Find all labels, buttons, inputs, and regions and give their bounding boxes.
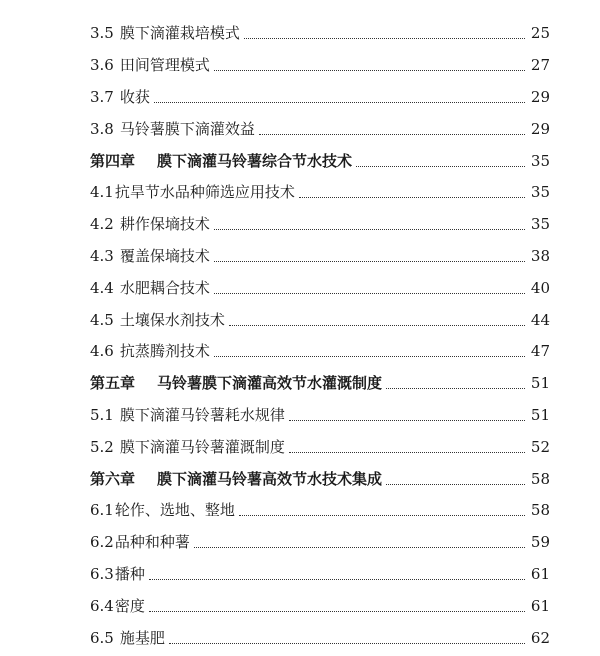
table-of-contents xyxy=(90,18,550,654)
entry-number: 5.2 xyxy=(90,437,114,456)
toc-chapter-6[interactable] xyxy=(90,463,550,495)
dot-leader xyxy=(239,515,525,516)
dot-leader xyxy=(214,293,525,294)
dot-leader xyxy=(214,356,525,357)
entry-page: 29 xyxy=(530,87,550,106)
entry-number: 4.4 xyxy=(90,278,114,297)
entry-title: 膜下滴灌栽培模式 xyxy=(119,24,240,43)
chapter-number: 第四章 xyxy=(90,151,136,170)
dot-leader xyxy=(214,70,525,71)
toc-entry-3-8[interactable] xyxy=(90,113,550,145)
entry-page: 62 xyxy=(530,628,550,647)
toc-entry-4-6[interactable] xyxy=(90,336,550,368)
entry-page: 40 xyxy=(530,278,550,297)
toc-entry-4-5[interactable] xyxy=(90,304,550,336)
entry-title: 施基肥 xyxy=(119,628,165,647)
toc-entry-5-2[interactable] xyxy=(90,431,550,463)
toc-entry-4-4[interactable] xyxy=(90,272,550,304)
entry-title: 播种 xyxy=(114,564,145,583)
entry-title: 抗旱节水品种筛选应用技术 xyxy=(114,183,295,202)
chapter-title: 马铃薯膜下滴灌高效节水灌溉制度 xyxy=(157,374,383,393)
toc-entry-4-2[interactable] xyxy=(90,209,550,241)
dot-leader xyxy=(149,579,525,580)
chapter-title: 膜下滴灌马铃薯综合节水技术 xyxy=(157,151,353,170)
entry-number: 6.2 xyxy=(90,533,114,552)
entry-page: 38 xyxy=(530,246,550,265)
entry-title: 品种和种薯 xyxy=(114,533,190,552)
entry-number: 6.3 xyxy=(90,564,114,583)
chapter-title: 膜下滴灌马铃薯高效节水技术集成 xyxy=(157,469,383,488)
entry-title: 土壤保水剂技术 xyxy=(119,310,225,329)
toc-entry-6-1[interactable] xyxy=(90,495,550,527)
entry-page: 59 xyxy=(530,533,550,552)
dot-leader xyxy=(259,134,525,135)
entry-title: 覆盖保墒技术 xyxy=(119,246,210,265)
entry-number: 4.6 xyxy=(90,342,114,361)
entry-title: 密度 xyxy=(114,596,145,615)
entry-number: 6.1 xyxy=(90,501,114,520)
dot-leader xyxy=(386,388,525,389)
entry-page: 52 xyxy=(530,437,550,456)
entry-title: 膜下滴灌马铃薯灌溉制度 xyxy=(119,437,285,456)
toc-entry-3-5[interactable] xyxy=(90,18,550,50)
dot-leader xyxy=(356,166,525,167)
toc-entry-4-1[interactable] xyxy=(90,177,550,209)
entry-number: 3.6 xyxy=(90,56,114,75)
toc-chapter-5[interactable] xyxy=(90,368,550,400)
entry-page: 61 xyxy=(530,596,550,615)
toc-entry-5-1[interactable] xyxy=(90,400,550,432)
dot-leader xyxy=(289,452,525,453)
chapter-page: 35 xyxy=(530,151,550,170)
dot-leader xyxy=(149,611,525,612)
entry-number: 3.8 xyxy=(90,119,114,138)
toc-chapter-4[interactable] xyxy=(90,145,550,177)
dot-leader xyxy=(289,420,525,421)
dot-leader xyxy=(229,325,525,326)
entry-page: 58 xyxy=(530,501,550,520)
dot-leader xyxy=(169,643,525,644)
entry-page: 27 xyxy=(530,56,550,75)
entry-page: 47 xyxy=(530,342,550,361)
entry-page: 25 xyxy=(530,24,550,43)
entry-page: 61 xyxy=(530,564,550,583)
entry-number: 5.1 xyxy=(90,405,114,424)
toc-entry-6-5[interactable] xyxy=(90,622,550,654)
entry-title: 收获 xyxy=(119,87,150,106)
toc-entry-6-3[interactable] xyxy=(90,559,550,591)
entry-number: 6.5 xyxy=(90,628,114,647)
entry-page: 35 xyxy=(530,215,550,234)
entry-title: 田间管理模式 xyxy=(119,56,210,75)
entry-number: 4.2 xyxy=(90,215,114,234)
toc-entry-3-6[interactable] xyxy=(90,50,550,82)
dot-leader xyxy=(154,102,525,103)
entry-title: 抗蒸腾剂技术 xyxy=(119,342,210,361)
chapter-number: 第六章 xyxy=(90,469,136,488)
chapter-number: 第五章 xyxy=(90,374,136,393)
entry-number: 4.1 xyxy=(90,183,114,202)
dot-leader xyxy=(194,547,525,548)
entry-page: 35 xyxy=(530,183,550,202)
entry-title: 膜下滴灌马铃薯耗水规律 xyxy=(119,405,285,424)
dot-leader xyxy=(214,229,525,230)
entry-title: 马铃薯膜下滴灌效益 xyxy=(119,119,255,138)
toc-entry-6-2[interactable] xyxy=(90,527,550,559)
entry-page: 44 xyxy=(530,310,550,329)
toc-entry-4-3[interactable] xyxy=(90,241,550,273)
dot-leader xyxy=(214,261,525,262)
entry-title: 轮作、选地、整地 xyxy=(114,501,235,520)
entry-number: 6.4 xyxy=(90,596,114,615)
dot-leader xyxy=(244,38,525,39)
dot-leader xyxy=(386,484,525,485)
entry-page: 51 xyxy=(530,405,550,424)
entry-title: 水肥耦合技术 xyxy=(119,278,210,297)
dot-leader xyxy=(299,197,525,198)
entry-number: 3.5 xyxy=(90,24,114,43)
entry-number: 3.7 xyxy=(90,87,114,106)
toc-entry-6-4[interactable] xyxy=(90,590,550,622)
entry-number: 4.3 xyxy=(90,246,114,265)
entry-page: 29 xyxy=(530,119,550,138)
entry-number: 4.5 xyxy=(90,310,114,329)
chapter-page: 51 xyxy=(530,374,550,393)
chapter-page: 58 xyxy=(530,469,550,488)
entry-title: 耕作保墒技术 xyxy=(119,215,210,234)
toc-entry-3-7[interactable] xyxy=(90,82,550,114)
